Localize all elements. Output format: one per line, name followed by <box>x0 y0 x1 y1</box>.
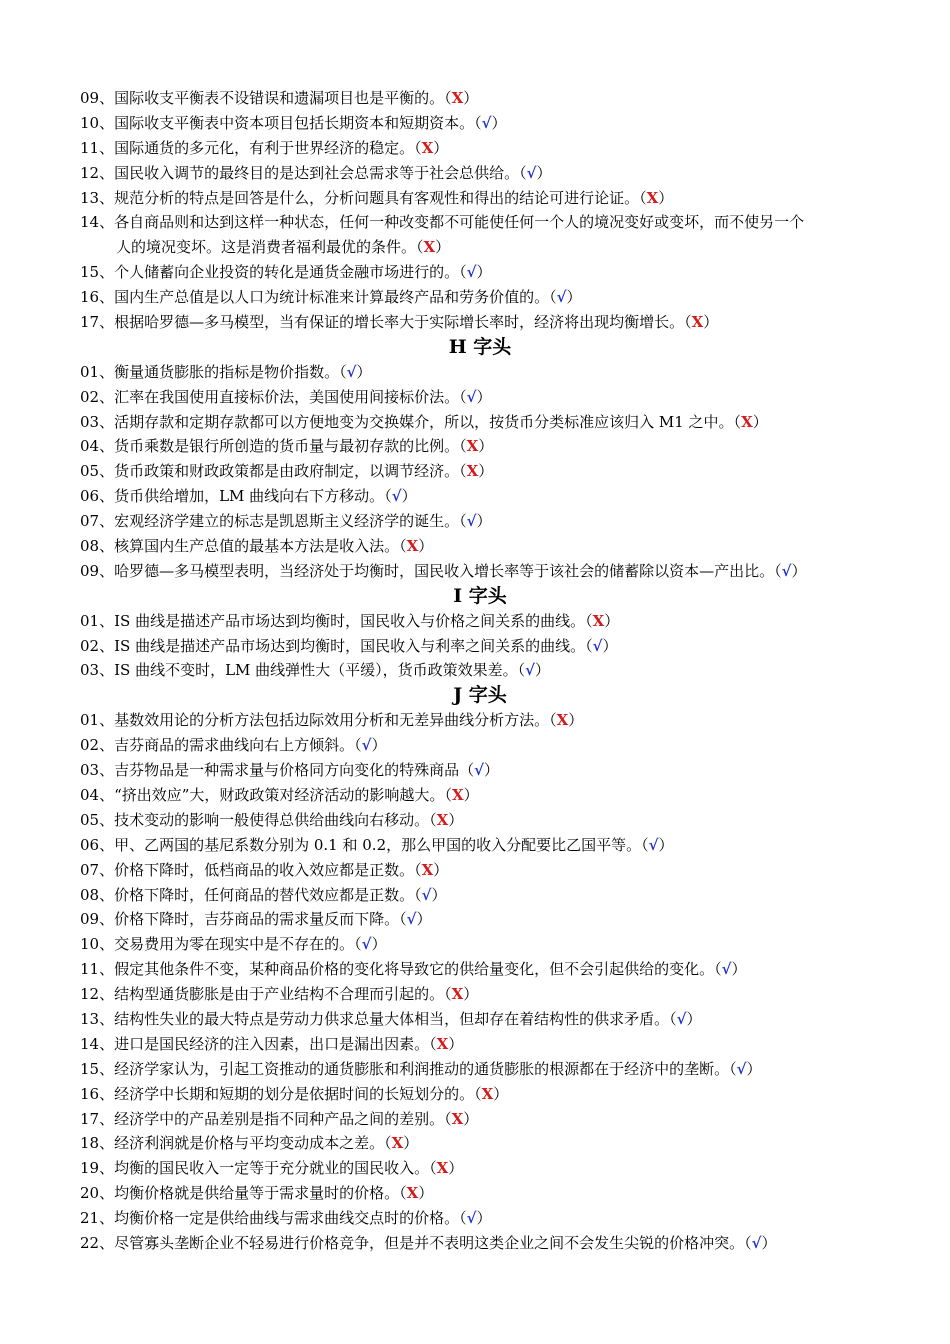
answer-paren-close: ） <box>658 188 674 207</box>
answer-paren-close: ） <box>752 412 768 431</box>
question-number: 06、 <box>80 487 115 506</box>
correct-check-icon: √ <box>648 835 659 854</box>
question-number: 12、 <box>80 985 115 1004</box>
wrong-mark-icon: X <box>592 611 605 630</box>
question-item <box>80 634 880 659</box>
answer-paren-open: （ <box>669 1009 677 1028</box>
question-number: 09、 <box>80 910 115 929</box>
answer-paren-open: （ <box>729 1059 737 1078</box>
question-text: 价格下降时，吉芬商品的需求量反而下降。 <box>114 910 400 929</box>
question-text: 经济学家认为，引起工资推动的通货膨胀和利润推动的通货膨胀的根源都在于经济中的垄断。 <box>114 1059 730 1078</box>
wrong-mark-icon: X <box>741 412 753 431</box>
question-item <box>80 1082 880 1107</box>
question-item <box>80 86 880 111</box>
question-continuation <box>80 235 880 260</box>
question-item <box>80 260 880 285</box>
wrong-mark-icon: X <box>646 188 659 207</box>
question-number: 10、 <box>80 113 115 132</box>
question-item <box>80 534 880 559</box>
answer-paren-close: ） <box>433 860 449 879</box>
question-number: 01、 <box>80 362 115 381</box>
wrong-mark-icon: X <box>436 810 449 829</box>
question-number: 22、 <box>80 1233 115 1252</box>
answer-paren-open: （ <box>399 537 407 556</box>
section-heading: J 字头 <box>453 684 507 707</box>
answer-paren-close: ） <box>746 1059 762 1078</box>
answer-paren-close: ） <box>535 661 551 680</box>
question-item <box>80 559 880 584</box>
question-number: 17、 <box>80 313 115 332</box>
question-text: 活期存款和定期存款都可以方便地变为交换媒介，所以，按货币分类标准应该归入 M1 之中。 <box>114 412 734 431</box>
answer-paren-open: （ <box>641 835 649 854</box>
answer-paren-open: （ <box>585 611 593 630</box>
question-number: 06、 <box>80 835 115 854</box>
correct-check-icon: √ <box>721 960 732 979</box>
wrong-mark-icon: X <box>421 138 434 157</box>
answer-paren-close: ） <box>478 437 494 456</box>
answer-paren-open: （ <box>416 238 424 257</box>
question-number: 19、 <box>80 1159 115 1178</box>
answer-paren-close: ） <box>371 736 387 755</box>
question-item <box>80 410 880 435</box>
answer-paren-close: ） <box>463 985 479 1004</box>
answer-paren-close: ） <box>416 910 432 929</box>
answer-paren-open: （ <box>414 138 422 157</box>
question-number: 01、 <box>80 711 115 730</box>
wrong-mark-icon: X <box>436 1034 449 1053</box>
correct-check-icon: √ <box>466 387 477 406</box>
question-text: 国际收支平衡表中资本项目包括长期资本和短期资本。 <box>114 113 475 132</box>
answer-paren-close: ） <box>493 1084 509 1103</box>
question-item <box>80 186 880 211</box>
answer-paren-close: ） <box>463 89 479 107</box>
question-item <box>80 310 880 335</box>
question-item <box>80 783 880 808</box>
answer-paren-close: ） <box>791 561 807 580</box>
correct-check-icon: √ <box>781 561 792 580</box>
correct-check-icon: √ <box>391 487 402 506</box>
answer-paren-open: （ <box>429 1159 437 1178</box>
wrong-mark-icon: X <box>451 985 464 1004</box>
question-text: “挤出效应”大，财政政策对经济活动的影响越大。 <box>114 785 445 804</box>
answer-paren-close: ） <box>371 935 387 954</box>
question-item <box>80 932 880 957</box>
question-number: 11、 <box>80 138 115 157</box>
answer-paren-open: （ <box>714 960 722 979</box>
question-item <box>80 509 880 534</box>
correct-check-icon: √ <box>406 910 417 929</box>
question-item <box>80 957 880 982</box>
question-item <box>80 708 880 733</box>
correct-check-icon: √ <box>466 512 477 531</box>
answer-paren-open: （ <box>474 113 482 132</box>
correct-check-icon: √ <box>525 661 536 680</box>
question-number: 20、 <box>80 1184 115 1203</box>
answer-paren-close: ） <box>566 288 582 307</box>
wrong-mark-icon: X <box>406 537 419 556</box>
question-text: 吉芬物品是一种需求量与价格同方向变化的特殊商品 <box>114 761 460 780</box>
question-text: 核算国内生产总值的最基本方法是收入法。 <box>114 537 400 556</box>
question-item <box>80 161 880 186</box>
question-text: 经济利润就是价格与平均变动成本之差。 <box>114 1134 385 1153</box>
answer-paren-close: ） <box>491 113 507 132</box>
question-item <box>80 1181 880 1206</box>
wrong-mark-icon: X <box>436 1159 449 1178</box>
answer-paren-open: （ <box>519 163 527 182</box>
answer-paren-close: ） <box>403 1134 419 1153</box>
answer-paren-open: （ <box>459 761 475 780</box>
answer-paren-close: ） <box>602 636 618 655</box>
question-item <box>80 434 880 459</box>
question-number: 21、 <box>80 1209 115 1228</box>
question-number: 14、 <box>80 1034 115 1053</box>
question-text: 宏观经济学建立的标志是凯恩斯主义经济学的诞生。 <box>114 512 460 531</box>
question-number: 07、 <box>80 860 115 879</box>
answer-paren-open: （ <box>399 1184 407 1203</box>
answer-paren-open: （ <box>429 810 437 829</box>
question-item <box>80 360 880 385</box>
question-number: 05、 <box>80 810 115 829</box>
question-item <box>80 484 880 509</box>
question-text: 均衡价格就是供给量等于需求量时的价格。 <box>114 1184 400 1203</box>
question-item <box>80 758 880 783</box>
question-item <box>80 883 880 908</box>
wrong-mark-icon: X <box>451 1109 464 1128</box>
answer-paren-open: （ <box>744 1233 752 1252</box>
answer-paren-close: ） <box>401 487 417 506</box>
question-text: 尽管寡头垄断企业不轻易进行价格竞争，但是并不表明这类企业之间不会发生尖锐的价格冲突。 <box>114 1233 745 1252</box>
question-text: 均衡价格一定是供给曲线与需求曲线交点时的价格。 <box>114 1209 460 1228</box>
question-item <box>80 1131 880 1156</box>
answer-paren-close: ） <box>418 537 434 556</box>
correct-check-icon: √ <box>466 263 477 282</box>
question-item <box>80 1007 880 1032</box>
question-text: 结构型通货膨胀是由于产业结构不合理而引起的。 <box>114 985 445 1004</box>
question-text: 汇率在我国使用直接标价法，美国使用间接标价法。 <box>114 387 460 406</box>
question-number: 03、 <box>80 412 115 431</box>
answer-paren-close: ） <box>435 238 451 257</box>
answer-paren-open: （ <box>549 288 557 307</box>
answer-paren-open: （ <box>444 985 452 1004</box>
answer-paren-open: （ <box>459 1209 467 1228</box>
wrong-mark-icon: X <box>481 1084 494 1103</box>
wrong-mark-icon: X <box>423 238 436 257</box>
question-text: 进口是国民经济的注入因素，出口是漏出因素。 <box>114 1034 430 1053</box>
answer-paren-open: （ <box>429 1034 437 1053</box>
correct-check-icon: √ <box>474 761 484 780</box>
question-number: 17、 <box>80 1109 115 1128</box>
question-item <box>80 1231 880 1256</box>
question-item <box>80 459 880 484</box>
answer-paren-close: ） <box>448 1159 464 1178</box>
answer-paren-open: （ <box>774 561 782 580</box>
question-text: IS 曲线是描述产品市场达到均衡时，国民收入与利率之间关系的曲线。 <box>114 636 586 655</box>
question-number: 03、 <box>80 661 115 680</box>
answer-paren-close: ） <box>568 711 584 730</box>
correct-check-icon: √ <box>481 113 492 132</box>
correct-check-icon: √ <box>346 362 357 381</box>
question-text: 根据哈罗德—多马模型，当有保证的增长率大于实际增长率时，经济将出现均衡增长。 <box>114 313 685 332</box>
question-number: 11、 <box>80 960 115 979</box>
question-text: 国际收支平衡表不设错误和遗漏项目也是平衡的。 <box>114 89 445 107</box>
question-text: 甲、乙两国的基尼系数分别为 0.1 和 0.2，那么甲国的收入分配要比乙国平等。 <box>114 835 642 854</box>
answer-paren-close: ） <box>448 810 464 829</box>
question-text: 价格下降时，低档商品的收入效应都是正数。 <box>114 860 415 879</box>
answer-paren-close: ） <box>478 462 494 481</box>
answer-paren-open: （ <box>384 487 392 506</box>
question-text: 经济学中的产品差别是指不同种产品之间的差别。 <box>114 1109 445 1128</box>
answer-paren-close: ） <box>658 835 674 854</box>
answer-paren-open: （ <box>733 412 742 431</box>
question-item <box>80 658 880 683</box>
question-item <box>80 1032 880 1057</box>
question-number: 16、 <box>80 288 115 307</box>
answer-paren-open: （ <box>444 89 452 107</box>
question-text: 货币政策和财政政策都是由政府制定，以调节经济。 <box>114 462 460 481</box>
question-text: 国民收入调节的最终目的是达到社会总需求等于社会总供给。 <box>114 163 520 182</box>
answer-paren-open: （ <box>339 362 347 381</box>
question-text: 哈罗德—多马模型表明，当经济处于均衡时，国民收入增长率等于该社会的储蓄除以资本—产出比。 <box>114 561 775 580</box>
question-text: IS 曲线是描述产品市场达到均衡时，国民收入与价格之间关系的曲线。 <box>114 611 586 630</box>
question-text: 货币供给增加，LM 曲线向右下方移动。 <box>114 487 385 506</box>
question-text: 人的境况变坏。这是消费者福利最优的条件。 <box>116 238 417 257</box>
answer-paren-open: （ <box>444 1109 452 1128</box>
wrong-mark-icon: X <box>406 1184 419 1203</box>
wrong-mark-icon: X <box>556 711 569 730</box>
question-text: 各自商品则和达到这样一种状态，任何一种改变都不可能使任何一个人的境况变好或变坏，而不使另一个 <box>114 213 805 232</box>
question-number: 02、 <box>80 736 115 755</box>
question-number: 10、 <box>80 935 115 954</box>
answer-paren-close: ） <box>686 1009 702 1028</box>
question-number: 13、 <box>80 1009 115 1028</box>
answer-paren-open: （ <box>639 188 647 207</box>
question-text: 技术变动的影响一般使得总供给曲线向右移动。 <box>114 810 430 829</box>
question-text: 国内生产总值是以人口为统计标准来计算最终产品和劳务价值的。 <box>114 288 550 307</box>
question-number: 07、 <box>80 512 115 531</box>
document-body <box>80 86 880 1256</box>
question-number: 03、 <box>80 761 115 780</box>
question-number: 14、 <box>80 213 115 232</box>
question-item <box>80 833 880 858</box>
question-number: 05、 <box>80 462 115 481</box>
question-number: 08、 <box>80 537 115 556</box>
answer-paren-open: （ <box>459 512 467 531</box>
question-item <box>80 111 880 136</box>
question-item <box>80 1107 880 1132</box>
question-number: 12、 <box>80 163 115 182</box>
answer-paren-close: ） <box>476 387 492 406</box>
question-number: 15、 <box>80 1059 115 1078</box>
question-text: 国际通货的多元化，有利于世界经济的稳定。 <box>114 138 415 157</box>
correct-check-icon: √ <box>526 163 537 182</box>
question-item <box>80 858 880 883</box>
answer-paren-close: ） <box>604 611 620 630</box>
question-item <box>80 385 880 410</box>
question-text: IS 曲线不变时，LM 曲线弹性大（平缓），货币政策效果差。 <box>114 661 518 680</box>
question-text: 交易费用为零在现实中是不存在的。 <box>114 935 355 954</box>
answer-paren-open: （ <box>459 263 467 282</box>
answer-paren-open: （ <box>474 1084 482 1103</box>
answer-paren-open: （ <box>354 736 362 755</box>
answer-paren-close: ） <box>463 785 479 804</box>
wrong-mark-icon: X <box>451 785 464 804</box>
answer-paren-close: ） <box>483 761 499 780</box>
question-text: 吉芬商品的需求曲线向右上方倾斜。 <box>114 736 355 755</box>
question-item <box>80 808 880 833</box>
answer-paren-close: ） <box>536 163 552 182</box>
wrong-mark-icon: X <box>391 1134 404 1153</box>
question-item <box>80 609 880 634</box>
question-text: 结构性失业的最大特点是劳动力供求总量大体相当，但却存在着结构性的供求矛盾。 <box>114 1009 670 1028</box>
answer-paren-open: （ <box>459 437 467 456</box>
question-number: 02、 <box>80 387 115 406</box>
answer-paren-close: ） <box>476 512 492 531</box>
question-text: 规范分析的特点是回答是什么，分析问题具有客观性和得出的结论可进行论证。 <box>114 188 640 207</box>
correct-check-icon: √ <box>421 885 432 904</box>
question-text: 均衡的国民收入一定等于充分就业的国民收入。 <box>114 1159 430 1178</box>
correct-check-icon: √ <box>466 1209 477 1228</box>
question-number: 01、 <box>80 611 115 630</box>
question-text: 个人储蓄向企业投资的转化是通货金融市场进行的。 <box>114 263 460 282</box>
answer-paren-close: ） <box>703 313 719 332</box>
question-number: 08、 <box>80 885 115 904</box>
answer-paren-open: （ <box>459 387 467 406</box>
answer-paren-open: （ <box>399 910 407 929</box>
wrong-mark-icon: X <box>466 462 479 481</box>
correct-check-icon: √ <box>556 288 567 307</box>
answer-paren-open: （ <box>354 935 362 954</box>
question-text: 货币乘数是银行所创造的货币量与最初存款的比例。 <box>114 437 460 456</box>
answer-paren-open: （ <box>517 661 526 680</box>
answer-paren-close: ） <box>356 362 372 381</box>
question-text: 基数效用论的分析方法包括边际效用分析和无差异曲线分析方法。 <box>114 711 550 730</box>
question-number: 15、 <box>80 263 115 282</box>
answer-paren-close: ） <box>433 138 449 157</box>
correct-check-icon: √ <box>736 1059 747 1078</box>
answer-paren-close: ） <box>431 885 447 904</box>
question-number: 16、 <box>80 1084 115 1103</box>
answer-paren-close: ） <box>448 1034 464 1053</box>
wrong-mark-icon: X <box>451 89 464 107</box>
question-text: 衡量通货膨胀的指标是物价指数。 <box>114 362 340 381</box>
correct-check-icon: √ <box>361 935 372 954</box>
wrong-mark-icon: X <box>421 860 434 879</box>
question-number: 04、 <box>80 437 115 456</box>
answer-paren-open: （ <box>684 313 692 332</box>
answer-paren-close: ） <box>476 263 492 282</box>
wrong-mark-icon: X <box>691 313 704 332</box>
answer-paren-open: （ <box>414 885 422 904</box>
answer-paren-close: ） <box>761 1233 777 1252</box>
question-number: 02、 <box>80 636 115 655</box>
answer-paren-open: （ <box>414 860 422 879</box>
question-item <box>80 1057 880 1082</box>
question-text: 假定其他条件不变，某种商品价格的变化将导致它的供给量变化，但不会引起供给的变化。 <box>114 960 715 979</box>
question-item <box>80 907 880 932</box>
question-item <box>80 733 880 758</box>
question-item <box>80 1156 880 1181</box>
correct-check-icon: √ <box>751 1233 762 1252</box>
correct-check-icon: √ <box>676 1009 687 1028</box>
question-number: 09、 <box>80 561 115 580</box>
question-number: 04、 <box>80 785 115 804</box>
question-text: 经济学中长期和短期的划分是依据时间的长短划分的。 <box>114 1084 475 1103</box>
answer-paren-close: ） <box>731 960 747 979</box>
section-heading: H 字头 <box>448 335 512 358</box>
question-number: 13、 <box>80 188 115 207</box>
question-number: 09、 <box>80 89 115 107</box>
question-item <box>80 982 880 1007</box>
wrong-mark-icon: X <box>466 437 479 456</box>
answer-paren-close: ） <box>418 1184 434 1203</box>
question-item <box>80 210 880 235</box>
answer-paren-open: （ <box>585 636 593 655</box>
correct-check-icon: √ <box>592 636 603 655</box>
question-item <box>80 136 880 161</box>
answer-paren-close: ） <box>463 1109 479 1128</box>
correct-check-icon: √ <box>361 736 372 755</box>
answer-paren-open: （ <box>459 462 467 481</box>
question-item <box>80 285 880 310</box>
question-item <box>80 1206 880 1231</box>
answer-paren-open: （ <box>384 1134 392 1153</box>
answer-paren-open: （ <box>549 711 557 730</box>
question-number: 18、 <box>80 1134 115 1153</box>
question-text: 价格下降时，任何商品的替代效应都是正数。 <box>114 885 415 904</box>
answer-paren-close: ） <box>476 1209 492 1228</box>
section-heading: I 字头 <box>453 584 507 607</box>
answer-paren-open: （ <box>444 785 452 804</box>
